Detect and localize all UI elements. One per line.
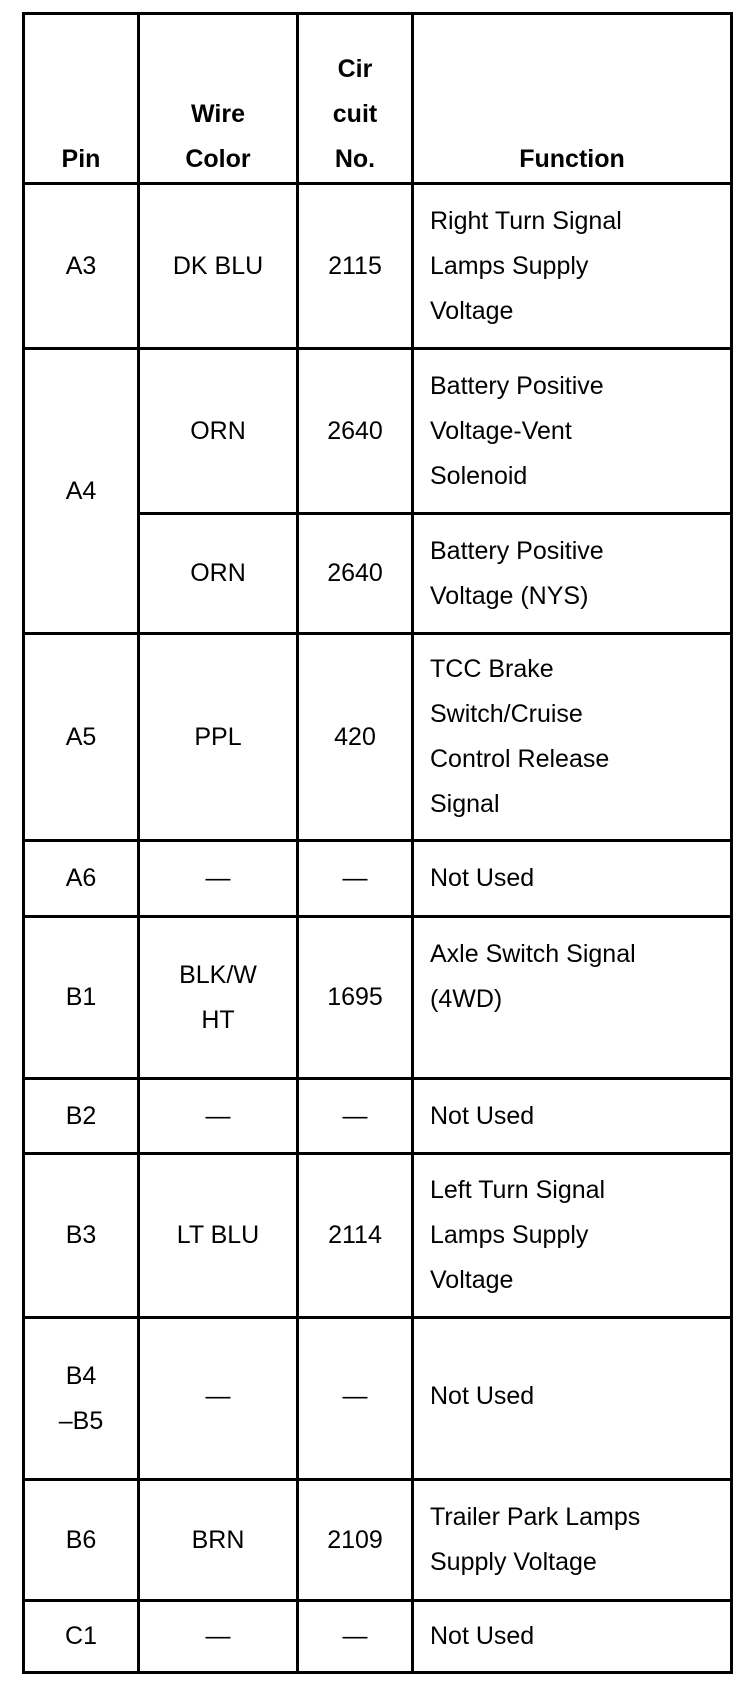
circuit-cell: — [298,1079,413,1154]
table-row [24,917,732,1079]
function-cell: Not Used [413,841,732,917]
connector-pinout-table [22,12,733,1674]
wire-color-cell: — [139,841,298,917]
circuit-cell: 2114 [298,1154,413,1318]
pin-cell: B6 [24,1480,139,1601]
circuit-cell: 2115 [298,184,413,349]
wire-color-cell: — [139,1318,298,1480]
circuit-cell: 1695 [298,917,413,1079]
header-wire-color: Wire Color [139,14,298,184]
wire-color-cell: BRN [139,1480,298,1601]
table-row [24,1154,732,1318]
wire-color-cell: ORN [139,514,298,634]
wire-color-cell: PPL [139,634,298,841]
header-function: Function [413,14,732,184]
pin-cell: B1 [24,917,139,1079]
table-row [24,841,732,917]
circuit-cell: — [298,1601,413,1673]
table-row [24,1318,732,1480]
header-row [24,14,732,184]
function-cell: Right Turn Signal Lamps Supply Voltage [413,184,732,349]
circuit-cell: 2109 [298,1480,413,1601]
pin-cell: B2 [24,1079,139,1154]
pin-cell: B3 [24,1154,139,1318]
table-row [24,349,732,514]
pin-cell: C1 [24,1601,139,1673]
table-row [24,1480,732,1601]
function-cell: Battery Positive Voltage-Vent Solenoid [413,349,732,514]
function-cell: Left Turn Signal Lamps Supply Voltage [413,1154,732,1318]
function-cell: Not Used [413,1318,732,1480]
pin-cell: A3 [24,184,139,349]
pin-cell: A6 [24,841,139,917]
function-cell: TCC Brake Switch/Cruise Control Release Signal [413,634,732,841]
circuit-cell: 2640 [298,349,413,514]
wire-color-cell: — [139,1079,298,1154]
function-cell: Not Used [413,1601,732,1673]
circuit-cell: 2640 [298,514,413,634]
pin-cell: A4 [24,349,139,634]
function-cell: Not Used [413,1079,732,1154]
function-cell: Axle Switch Signal (4WD) [413,917,732,1079]
table-row [24,1079,732,1154]
table-row [24,634,732,841]
table-row [24,184,732,349]
wire-color-cell: ORN [139,349,298,514]
circuit-cell: — [298,841,413,917]
table-row [24,1601,732,1673]
wire-color-cell: DK BLU [139,184,298,349]
function-cell: Battery Positive Voltage (NYS) [413,514,732,634]
pin-cell: B4 –B5 [24,1318,139,1480]
circuit-cell: 420 [298,634,413,841]
wire-color-cell: LT BLU [139,1154,298,1318]
header-circuit-no: Cir cuit No. [298,14,413,184]
circuit-cell: — [298,1318,413,1480]
wire-color-cell: — [139,1601,298,1673]
pin-cell: A5 [24,634,139,841]
function-cell: Trailer Park Lamps Supply Voltage [413,1480,732,1601]
wire-color-cell: BLK/W HT [139,917,298,1079]
header-pin: Pin [24,14,139,184]
